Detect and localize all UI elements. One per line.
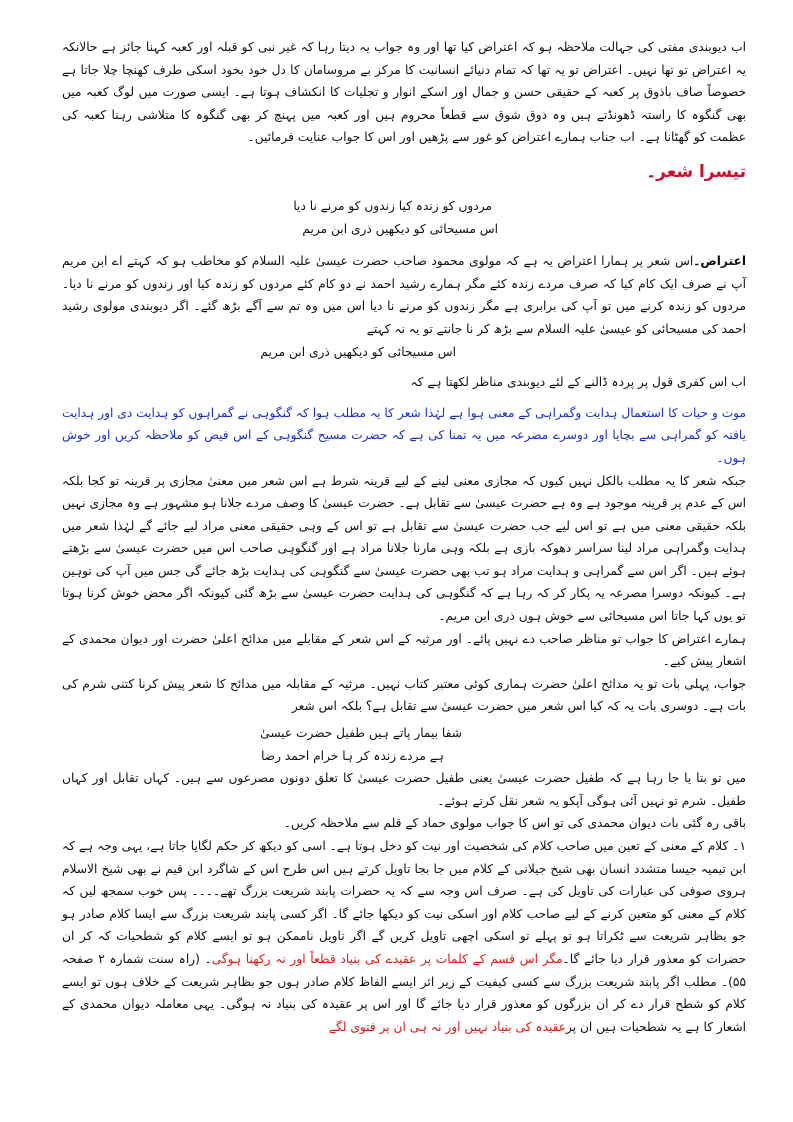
paragraph-diwan: باقی رہ گئی بات دیوان محمدی کی تو اس کا جواب مولوی حماد کے قلم سے ملاحظہ کریں۔ [283, 816, 746, 831]
paragraph-response-intro: اب اس کفری قول پر پردہ ڈالنے کے لئے دیوبندی مناظر لکھتا ہے کہ [410, 375, 746, 390]
paragraph-intro: اب دیوبندی مفتی کی جہالت ملاحظہ ہو کہ اعتراض کیا تھا اور وہ جواب یہ دیتا رہا کہ غیر نبی کو قبلہ اور کعبہ کہنا جائز ہے حالانکہ یہ اعتراض تو تھا نہیں۔ اعتراض تو یہ تھا کہ تمام دنیائے انسانیت کا مرکز بے مروسامان کا دل خود بخود اسکی طرف کھنچا چلا جاتا ہے خصوصاً صاف باذوق پر کعبہ کے حقیقی حسن و جمال اور اسکے انوار و تجلیات کا انکشاف ہوتا ہے۔ ایسی صورت میں لوگ کعبہ میں بھی گنگوہ کا راستہ ڈھونڈتے ہیں وہ ذوق شوق سے قطعاً محروم ہیں اور کعبہ میں پہنچ کر بھی گنگوہ کا متلاشی رہنا کعبہ کی عظمت کو گھٹانا ہے۔ اب جناب ہمارے اعتراض کو غور سے پڑھیں اور اس کا جواب عنایت فرمائیں۔ [62, 40, 746, 145]
verse-line: ہے مردے زندہ کر ہا خرام احمد رضا [261, 748, 444, 763]
quote-text: ۱۔ کلام کے معنی کے تعین میں صاحب کلام کی شخصیت اور نیت کو دخل ہوتا ہے۔ اسی کو دیکھ کر حکم لگایا جاتا ہے، یہی وجہ ہے کہ ابن تیمیہ جیسا متشدد انسان بھی شیخ جیلانی کے کلام میں جا بجا تاویل کرتے ہیں اس طرح اس کے شاگرد ابن قیم نے بھی شیخ الاسلام ہروی صوفی کی عبارات کی تاویل کی ہے۔ صرف اس وجہ سے کہ یہ حضرات پابند شریعت بزرگ تھے۔۔۔۔ پس خوب سمجھ لیں کہ کلام کے معنی کو متعین کرنے کے لیے صاحب کلام اور اسکی نیت کو دیکھا جائے گا۔ اگر کسی پابند شریعت بزرگ سے ایسا کلام صادر ہو جو بظاہر شریعت سے ٹکراتا ہو تو پہلے تو اسکی اچھی تاویل کریں گے اگر تاویل ناممکن ہو تو ایسے کلام کو شطحیات کہ کر ان حضرات کو معذور قرار دیا جائے گا۔ [62, 839, 746, 966]
paragraph-rebuttal: جبکہ شعر کا یہ مطلب بالکل نہیں کیوں کہ مجازی معنی لینے کے لیے قرینہ شرط ہے اس شعر میں معنیٰ مجازی پر قرینہ تو کجا بلکہ اس کے عدم پر قرینہ موجود ہے وہ ہے حضرت عیسیٰ سے تقابل ہے۔ حضرت عیسیٰ کا وصف مردے جلانا ہو مشہور ہے وہ مجازی نہیں بلکہ حقیقی معنی میں ہے تو اس لیے جب حضرت عیسیٰ سے تقابل ہے تو اس کے وہی حقیقی معنی مراد لیے جائے گے لہٰذا شعر میں ہدایت وگمراہی مراد لینا سراسر دھوکہ بازی ہے بلکہ وہی مارنا جلانا مراد ہے اور گنگوہی صاحب اس میں حضرت عیسیٰ سے بڑھتے ہوئے ہیں۔ اگر اس سے گمراہی و ہدایت مراد ہو تب بھی حضرت عیسیٰ سے گنگوہی کی ہدایت بڑھ جائے گی جس میں آپ کی توہین ہے۔ کیونکہ دوسرا مصرعہ یہ پکار کر کہ رہا ہے کہ گنگوہی کی ہدایت حضرت عیسیٰ سے بڑھ گئی کیونکہ اگر محض خوش کرنا ہوتا تو یوں کہا جاتا اس مسیحائی سے خوش ہوں ذری ابن مریم۔ [62, 473, 746, 624]
paragraph-quote [62, 835, 746, 1038]
paragraph-explanation: میں تو بتا یا جا رہا ہے کہ طفیل حضرت عیسیٰ یعنی طفیل حضرت عیسیٰ کا تعلق دونوں مصرعوں سے ہیں۔ کہاں تقابل اور کہاں طفیل۔ شرم تو نہیں آئی ہوگی آپکو یہ شعر نقل کرتے ہوئے۔ [62, 771, 746, 808]
paragraph-answer: جواب، پہلی بات تو یہ مدائح اعلیٰ حضرت ہماری کوئی معتبر کتاب نہیں۔ مرثیہ کے مقابلہ میں مدائح کا شعر پیش کرنا کتنی شرم کی بات ہے۔ دوسری بات یہ کہ کیا اس شعر میں حضرت عیسیٰ سے تقابل ہے؟ بلکہ اس شعر [62, 676, 746, 714]
verse-line: مردوں کو زندہ کیا زندوں کو مرنے نا دیا [293, 198, 492, 213]
emphasis-text-end: عقیدہ کی بنیاد نہیں اور نہ ہی ان پر فتوی لگے [328, 1019, 566, 1034]
section-heading: تیسرا شعر۔ [646, 161, 746, 182]
objection-text: اس شعر پر ہمارا اعتراض یہ ہے کہ مولوی محمود صاحب حضرت عیسیٰ علیہ السلام کو مخاطب ہو کہ کہتے اے ابن مریم آپ نے صرف ایک کام کیا کہ صرف مردے زندہ کئے مگر ہمارے رشید احمد نے دو کام کئے مردوں کو زندہ کیا اور زندوں کو مرنے نا دیا۔ مردوں کو زندہ کرنے میں تو آپ کی برابری ہے مگر زندوں کو مرنے نا دیا اس میں وہ تم سے آگے بڑھ گئے۔ اگر دیوبندی مولوی رشید احمد کی مسیحائی کو عیسیٰ علیہ السلام سے بڑھ کر نا جانتے تو یہ نہ کہتے [62, 254, 746, 336]
article-body [62, 36, 746, 1038]
verse-line: اس مسیحائی کو دیکھیں ذری ابن مریم [260, 344, 456, 359]
emphasis-text: مگر اس قسم کے کلمات پر عقیدے کی بنیاد قطعاً اور نہ رکھنا ہوگی [211, 951, 563, 966]
verse-line: اس مسیحائی کو دیکھیں ذری ابن مریم [302, 221, 498, 236]
verse-line: شفا بیمار پاتے ہیں طفیل حضرت عیسیٰ [260, 726, 462, 741]
paragraph-objection [62, 250, 746, 340]
quote-text-continued: ۔ (راہ سنت شمارہ ۲ صفحہ ۵۵)۔ مطلب اگر پابند شریعت بزرگ سے کسی کیفیت کے زیر اثر ایسے الفاظ کلام صادر ہوں جو بظاہر شریعت کے خلاف ہوں تو ایسے کلام کو شطح قرار دے کر ان بزرگوں کو معذور قرار دیا جائے گا اور اس پر عقیدہ کی بنیاد نہ ہوگی۔ یہی معاملہ دیوان محمدی کے اشعار کا ہے یہ شطحیات ہیں ان پر [62, 951, 746, 1034]
objection-label: اعتراض۔ [693, 254, 746, 269]
quoted-opponent-text: موت و حیات کا استعمال ہدایت وگمراہی کے معنی ہوا ہے لہٰذا شعر کا یہ مطلب ہوا کہ گنگوہی نے گمراہوں کو ہدایت دی اور ہدایت یافتہ کو گمراہی سے بچایا اور دوسرے مصرعہ میں یہ تمنا کی ہے کہ حضرت مسیح گنگوہی کے اس فیض کو ملاحظہ کریں اور خوش ہوں۔ [62, 405, 746, 465]
paragraph-note: ہمارے اعتراض کا جواب تو مناظر صاحب دے نہیں پائے۔ اور مرثیہ کے اس شعر کے مقابلے میں مدائح اعلیٰ حضرت اور دیوان محمدی کے اشعار پیش کیے۔ [62, 631, 746, 669]
